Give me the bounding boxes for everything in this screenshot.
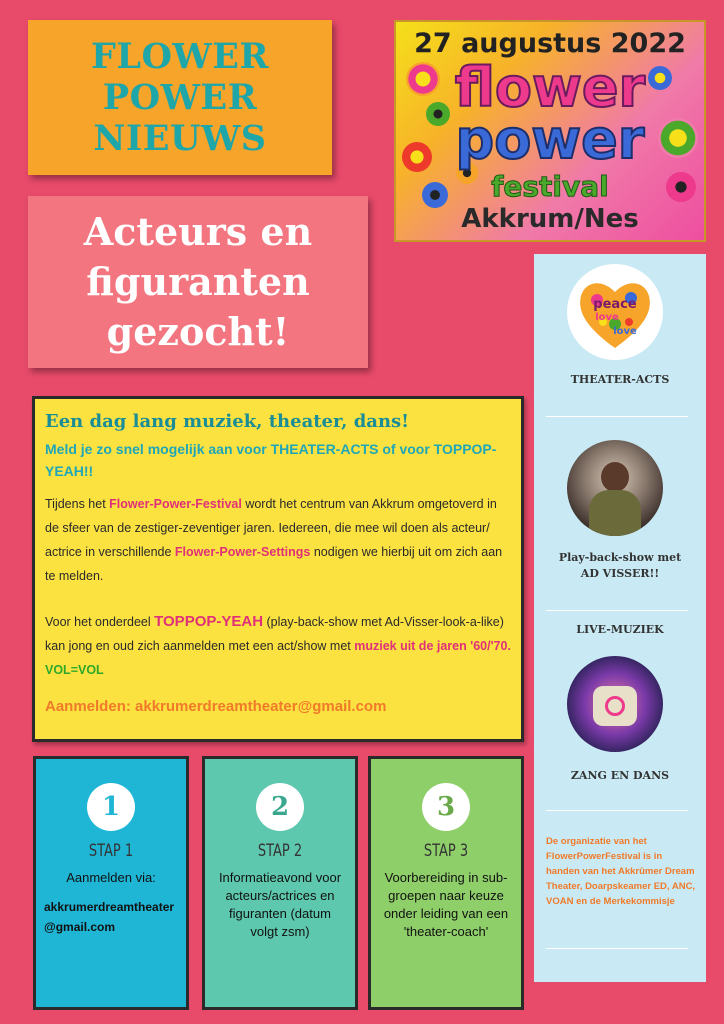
- sidebar-item-playback: [534, 550, 706, 582]
- playback-line-1: Play-back-show met: [558, 551, 682, 564]
- love-text-1: love: [595, 312, 619, 323]
- poster-date: 27 augustus 2022: [414, 28, 686, 59]
- text-span: Voor het onderdeel: [45, 615, 155, 629]
- email-part-2: @gmail.com: [44, 920, 116, 934]
- info-box: [32, 396, 524, 742]
- sidebar-divider: [546, 416, 688, 417]
- festival-poster: [394, 20, 706, 242]
- sidebar-divider: [546, 610, 688, 611]
- highlight-vol: VOL=VOL: [45, 663, 104, 677]
- step-number-circle: 1: [87, 783, 135, 831]
- newsletter-title-box: [28, 20, 332, 175]
- text-span: nodigen we hierbij uit om zich aan te melden.: [45, 545, 503, 583]
- headline-line-3: gezocht!: [106, 309, 290, 354]
- person-silhouette: [601, 462, 629, 492]
- sidebar-item-theater-acts: THEATER-ACTS: [570, 373, 670, 386]
- info-paragraph-1: [45, 492, 511, 588]
- sidebar-divider: [546, 810, 688, 811]
- email-part-1: akkrumerdreamtheater: [44, 900, 175, 914]
- headline-line-2: figuranten: [86, 259, 310, 304]
- step-text: Aanmelden via:: [66, 870, 156, 885]
- step-label: STAP 3: [423, 841, 469, 861]
- highlight-settings: Flower-Power-Settings: [174, 545, 311, 559]
- love-text-2: love: [613, 326, 637, 337]
- step-number-circle: 2: [256, 783, 304, 831]
- highlight-festival: Flower-Power-Festival: [109, 497, 242, 511]
- step-text: Informatieavond voor acteurs/actrices en figuranten (datum volgt zsm): [218, 870, 342, 939]
- step-3-card: [368, 756, 524, 1010]
- organization-note: De organizatie van het FlowerPowerFestival is in handen van het Akkrûmer Dream Theater, Doarpskeamer ED, ANC, VOAN en de Merkekommisje: [546, 836, 696, 907]
- step-number-circle: 3: [422, 783, 470, 831]
- info-paragraph-2: [45, 610, 511, 682]
- highlight-toppop: TOPPOP-YEAH: [154, 613, 264, 630]
- text-span: Tijdens het: [45, 497, 110, 511]
- poster-power-word: power: [455, 108, 645, 171]
- sidebar-item-live-music: LIVE-MUZIEK: [576, 623, 664, 636]
- peace-text: peace: [593, 297, 637, 312]
- live-music-photo: [567, 656, 663, 752]
- title-line-1: FLOWER: [90, 36, 270, 77]
- signup-email-line[interactable]: Aanmelden: akkrumerdreamtheater@gmail.com: [45, 698, 387, 715]
- poster-location: Akkrum/Nes: [461, 204, 639, 234]
- title-line-2: POWER: [102, 77, 258, 118]
- ad-visser-photo: [567, 440, 663, 536]
- sidebar-divider: [546, 948, 688, 949]
- person-body: [589, 490, 641, 536]
- headline-line-1: Acteurs en: [83, 209, 313, 254]
- headline-box: [28, 196, 368, 368]
- title-line-3: NIEUWS: [93, 118, 267, 159]
- sidebar-panel: [534, 254, 706, 982]
- poster-flower-word: flower: [454, 56, 646, 119]
- text-span: (play-back-show met Ad-Visser-look-a-like) kan jong en oud zich aanmelden met een act/show met: [45, 615, 504, 653]
- text-span: wordt het centrum van Akkrum omgetoverd in de sfeer van de zestiger-zeventiger jaren. Iedereen, die mee wil doen als acteur/ actrice in verschillende: [45, 497, 497, 559]
- info-subheading: Meld je zo snel mogelijk aan voor THEATER-ACTS of voor TOPPOP-YEAH!!: [45, 441, 497, 479]
- peace-sign-icon: [605, 696, 625, 716]
- step-label: STAP 1: [88, 841, 134, 861]
- sidebar-item-song-dance: ZANG EN DANS: [570, 769, 670, 782]
- poster-festival-word: festival: [491, 170, 609, 203]
- peace-love-image: [567, 264, 663, 360]
- info-heading: Een dag lang muziek, theater, dans!: [45, 411, 410, 432]
- highlight-music-years: muziek uit de jaren '60/'70.: [354, 639, 511, 653]
- step-label: STAP 2: [257, 841, 303, 861]
- playback-line-2: AD VISSER!!: [580, 567, 660, 580]
- step-1-card: [33, 756, 189, 1010]
- step-text: Voorbereiding in sub-groepen naar keuze onder leiding van een 'theater-coach': [383, 870, 509, 939]
- step-2-card: [202, 756, 358, 1010]
- step-email[interactable]: [36, 897, 186, 937]
